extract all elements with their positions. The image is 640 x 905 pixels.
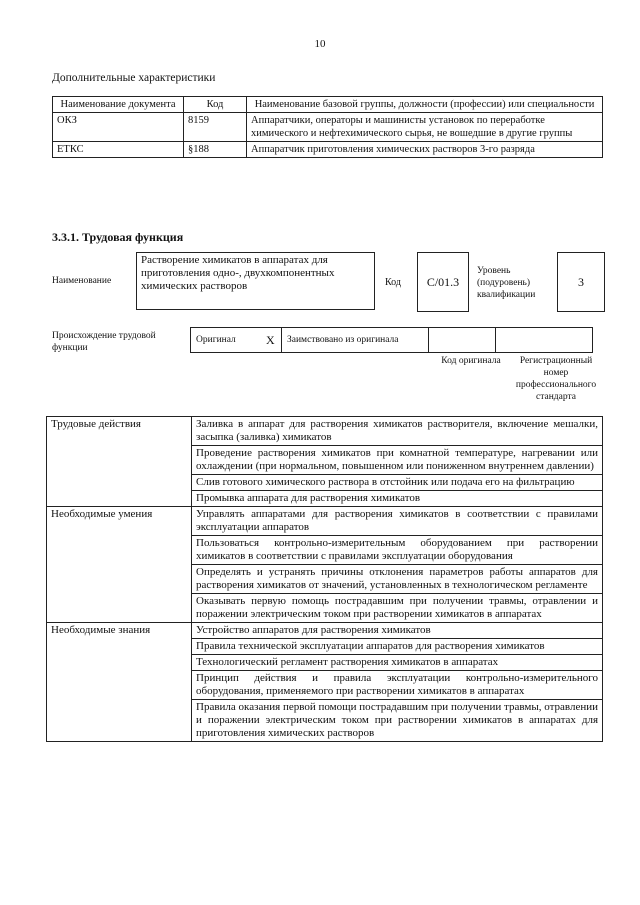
additional-characteristics-title: Дополнительные характеристики xyxy=(52,72,216,84)
table-header-row xyxy=(53,97,603,113)
original-code-caption: Код оригинала xyxy=(441,356,501,366)
function-origin-table xyxy=(190,327,593,353)
qualification-level-label: Уровень (подуровень) квалификации xyxy=(477,266,536,300)
original-label: Оригинал xyxy=(191,328,262,353)
code-label: Код xyxy=(385,277,401,288)
original-mark: X xyxy=(261,328,282,353)
row-code: 8159 xyxy=(184,113,247,142)
qualification-level-box: 3 xyxy=(557,252,605,312)
section-label-actions: Трудовые действия xyxy=(47,417,192,507)
function-name-box: Растворение химикатов в аппаратах для приготовления одно-, двухкомпонентных химических растворов xyxy=(136,252,375,310)
list-item: Оказывать первую помощь пострадавшим при получении травмы, отравлении и поражении электрическим током при растворении химикатов в аппаратах xyxy=(192,594,603,623)
labor-function-details-table xyxy=(46,416,603,742)
table-row xyxy=(47,623,603,639)
list-item: Управлять аппаратами для растворения химикатов в соответствии с правилами эксплуатации аппаратов xyxy=(192,507,603,536)
section-label-skills: Необходимые умения xyxy=(47,507,192,623)
header-group-name: Наименование базовой группы, должности (профессии) или специальности xyxy=(247,97,603,113)
list-item: Проведение растворения химикатов при комнатной температуре, нагревании или охлаждении (при нормальном, повышенном или пониженном внутреннем давлении) xyxy=(192,446,603,475)
list-item: Правила оказания первой помощи пострадавшим при получении травмы, отравлении и поражении электрическим током при растворении химикатов в аппаратах для приготовления химических растворов xyxy=(192,700,603,742)
row-code: §188 xyxy=(184,142,247,158)
row-doc: ЕТКС xyxy=(53,142,184,158)
list-item: Пользоваться контрольно-измерительным оборудованием при растворении химикатов в соответствии с правилами эксплуатации оборудования xyxy=(192,536,603,565)
reg-number-cell xyxy=(496,328,593,353)
header-document: Наименование документа xyxy=(53,97,184,113)
origin-row xyxy=(191,328,593,353)
list-item: Технологический регламент растворения химикатов в аппаратах xyxy=(192,655,603,671)
header-code: Код xyxy=(184,97,247,113)
list-item: Слив готового химического раствора в отстойник или подача его на фильтрацию xyxy=(192,475,603,491)
row-doc: ОКЗ xyxy=(53,113,184,142)
section-label-knowledge: Необходимые знания xyxy=(47,623,192,742)
table-row xyxy=(47,507,603,536)
list-item: Заливка в аппарат для растворения химикатов растворителя, включение мешалки, засыпка (заливка) химикатов xyxy=(192,417,603,446)
labor-function-title: 3.3.1. Трудовая функция xyxy=(52,230,184,244)
table-row xyxy=(53,113,603,142)
table-row xyxy=(47,417,603,446)
borrowed-label: Заимствовано из оригинала xyxy=(282,328,429,353)
row-name: Аппаратчики, операторы и машинисты установок по переработке химического и нефтехимического сырья, не вошедшие в другие группы xyxy=(247,113,603,142)
table-row xyxy=(53,142,603,158)
page-number: 10 xyxy=(314,38,326,50)
row-name: Аппаратчик приготовления химических растворов 3-го разряда xyxy=(247,142,603,158)
original-code-cell xyxy=(429,328,496,353)
list-item: Определять и устранять причины отклонения параметров работы аппаратов для растворения химикатов от значений, установленных в технологическом регламенте xyxy=(192,565,603,594)
function-code-box: С/01.3 xyxy=(417,252,469,312)
list-item: Принцип действия и правила эксплуатации контрольно-измерительного оборудования, применяемого при растворении химикатов в аппаратах xyxy=(192,671,603,700)
list-item: Правила технической эксплуатации аппаратов для растворения химикатов xyxy=(192,639,603,655)
list-item: Промывка аппарата для растворения химикатов xyxy=(192,491,603,507)
function-origin-label: Происхождение трудовой функции xyxy=(52,331,156,353)
name-label: Наименование xyxy=(52,276,112,286)
additional-characteristics-table xyxy=(52,96,603,158)
list-item: Устройство аппаратов для растворения химикатов xyxy=(192,623,603,639)
reg-number-caption: Регистрационный номер профессионального стандарта xyxy=(515,356,597,402)
